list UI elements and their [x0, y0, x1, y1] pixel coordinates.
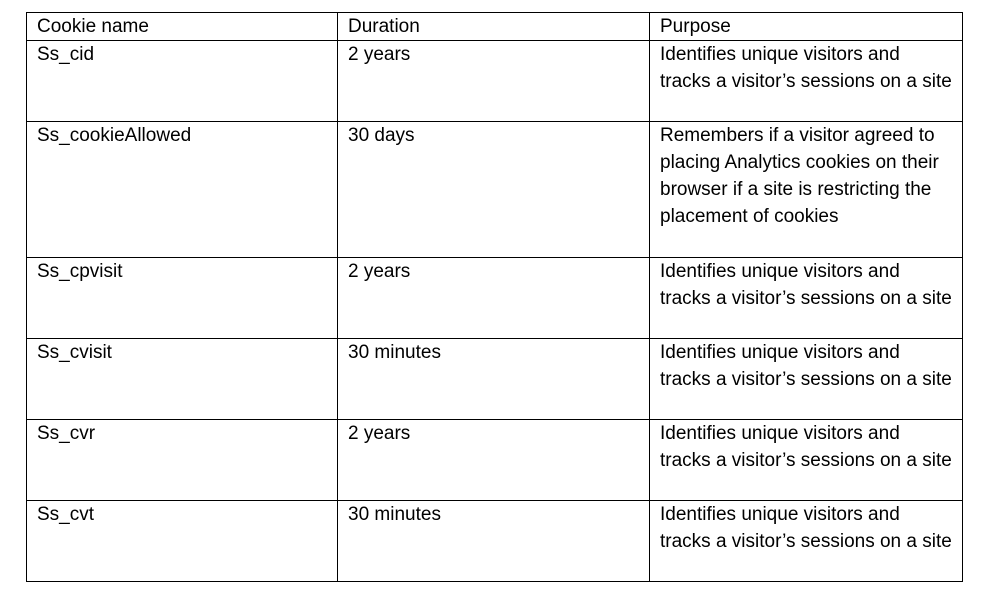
cookie-name-cell: Ss_cvt: [27, 501, 338, 582]
duration-cell: 30 days: [338, 122, 650, 258]
purpose-cell: Identifies unique visitors and tracks a visitor’s sessions on a site: [650, 501, 963, 582]
cookie-name-cell: Ss_cvr: [27, 420, 338, 501]
cookie-name-cell: Ss_cvisit: [27, 339, 338, 420]
table-row: [27, 420, 963, 501]
header-duration: Duration: [338, 13, 650, 41]
cookie-name-cell: Ss_cpvisit: [27, 258, 338, 339]
purpose-cell: Identifies unique visitors and tracks a visitor’s sessions on a site: [650, 420, 963, 501]
cookie-table: [26, 12, 963, 582]
cookie-name-cell: Ss_cid: [27, 41, 338, 122]
table-row: [27, 339, 963, 420]
header-purpose: Purpose: [650, 13, 963, 41]
table-row: [27, 41, 963, 122]
table-row: [27, 122, 963, 258]
purpose-cell: Identifies unique visitors and tracks a visitor’s sessions on a site: [650, 258, 963, 339]
cookie-name-cell: Ss_cookieAllowed: [27, 122, 338, 258]
table-row: [27, 501, 963, 582]
duration-cell: 2 years: [338, 41, 650, 122]
table-row: [27, 258, 963, 339]
duration-cell: 30 minutes: [338, 339, 650, 420]
purpose-cell: Identifies unique visitors and tracks a visitor’s sessions on a site: [650, 339, 963, 420]
duration-cell: 30 minutes: [338, 501, 650, 582]
duration-cell: 2 years: [338, 258, 650, 339]
purpose-cell: Identifies unique visitors and tracks a visitor’s sessions on a site: [650, 41, 963, 122]
purpose-cell: Remembers if a visitor agreed to placing Analytics cookies on their browser if a site is restricting the placement of cookies: [650, 122, 963, 258]
duration-cell: 2 years: [338, 420, 650, 501]
table-header-row: [27, 13, 963, 41]
header-cookie-name: Cookie name: [27, 13, 338, 41]
